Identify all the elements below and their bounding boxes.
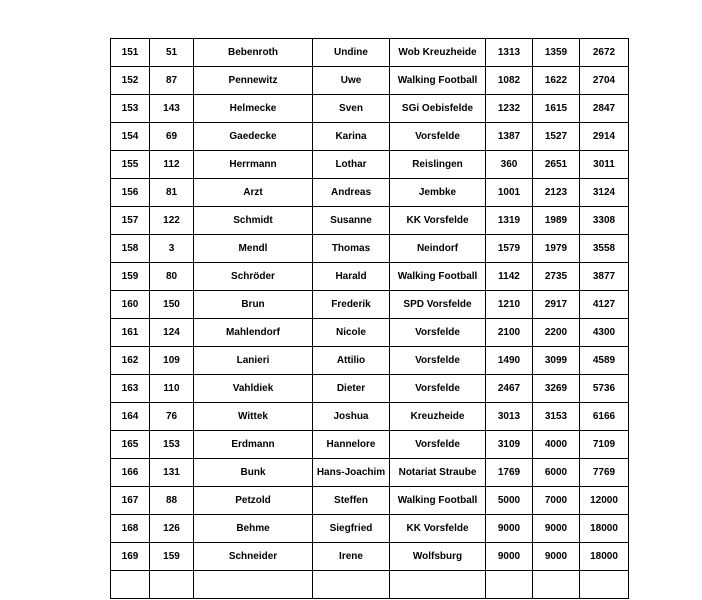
table-row: [111, 543, 629, 571]
club-cell: SPD Vorsfelde: [390, 291, 486, 319]
score-2-cell: 7000: [533, 487, 580, 515]
score-2-cell: 1622: [533, 67, 580, 95]
start-number-cell: 159: [150, 543, 194, 571]
empty-cell: [533, 571, 580, 599]
first-name-cell: Susanne: [313, 207, 390, 235]
table-row: [111, 151, 629, 179]
score-1-cell: 1313: [486, 39, 533, 67]
total-cell: 2914: [580, 123, 629, 151]
table-row: [111, 207, 629, 235]
score-1-cell: 1232: [486, 95, 533, 123]
score-2-cell: 3269: [533, 375, 580, 403]
table-row: [111, 431, 629, 459]
club-cell: Walking Football: [390, 487, 486, 515]
score-1-cell: 1142: [486, 263, 533, 291]
table-row: [111, 347, 629, 375]
score-1-cell: 5000: [486, 487, 533, 515]
surname-cell: Behme: [194, 515, 313, 543]
rank-cell: 164: [111, 403, 150, 431]
empty-row: [111, 571, 629, 599]
rank-cell: 165: [111, 431, 150, 459]
score-1-cell: 9000: [486, 543, 533, 571]
rank-cell: 167: [111, 487, 150, 515]
rank-cell: 159: [111, 263, 150, 291]
table-row: [111, 487, 629, 515]
rank-cell: 152: [111, 67, 150, 95]
first-name-cell: Hans-Joachim: [313, 459, 390, 487]
club-cell: Wob Kreuzheide: [390, 39, 486, 67]
results-table: [110, 38, 629, 599]
first-name-cell: Sven: [313, 95, 390, 123]
score-2-cell: 3153: [533, 403, 580, 431]
first-name-cell: Karina: [313, 123, 390, 151]
total-cell: 3877: [580, 263, 629, 291]
total-cell: 3124: [580, 179, 629, 207]
total-cell: 3308: [580, 207, 629, 235]
table-row: [111, 235, 629, 263]
score-2-cell: 1359: [533, 39, 580, 67]
score-2-cell: 9000: [533, 515, 580, 543]
rank-cell: 151: [111, 39, 150, 67]
start-number-cell: 143: [150, 95, 194, 123]
total-cell: 2704: [580, 67, 629, 95]
first-name-cell: Frederik: [313, 291, 390, 319]
club-cell: Vorsfelde: [390, 123, 486, 151]
club-cell: KK Vorsfelde: [390, 207, 486, 235]
first-name-cell: Joshua: [313, 403, 390, 431]
rank-cell: 166: [111, 459, 150, 487]
club-cell: Vorsfelde: [390, 375, 486, 403]
table-row: [111, 459, 629, 487]
total-cell: 2672: [580, 39, 629, 67]
club-cell: Vorsfelde: [390, 347, 486, 375]
score-2-cell: 4000: [533, 431, 580, 459]
table-row: [111, 263, 629, 291]
start-number-cell: 80: [150, 263, 194, 291]
start-number-cell: 3: [150, 235, 194, 263]
start-number-cell: 112: [150, 151, 194, 179]
total-cell: 5736: [580, 375, 629, 403]
first-name-cell: Thomas: [313, 235, 390, 263]
score-1-cell: 1210: [486, 291, 533, 319]
club-cell: Jembke: [390, 179, 486, 207]
score-1-cell: 1490: [486, 347, 533, 375]
rank-cell: 160: [111, 291, 150, 319]
score-1-cell: 3013: [486, 403, 533, 431]
surname-cell: Wittek: [194, 403, 313, 431]
start-number-cell: 88: [150, 487, 194, 515]
first-name-cell: Attilio: [313, 347, 390, 375]
total-cell: 4300: [580, 319, 629, 347]
rank-cell: 169: [111, 543, 150, 571]
club-cell: Wolfsburg: [390, 543, 486, 571]
first-name-cell: Uwe: [313, 67, 390, 95]
start-number-cell: 150: [150, 291, 194, 319]
score-1-cell: 3109: [486, 431, 533, 459]
score-1-cell: 2100: [486, 319, 533, 347]
empty-cell: [150, 571, 194, 599]
score-2-cell: 2200: [533, 319, 580, 347]
score-1-cell: 1387: [486, 123, 533, 151]
total-cell: 2847: [580, 95, 629, 123]
rank-cell: 163: [111, 375, 150, 403]
total-cell: 7769: [580, 459, 629, 487]
surname-cell: Erdmann: [194, 431, 313, 459]
club-cell: Kreuzheide: [390, 403, 486, 431]
surname-cell: Gaedecke: [194, 123, 313, 151]
club-cell: Reislingen: [390, 151, 486, 179]
surname-cell: Vahldiek: [194, 375, 313, 403]
surname-cell: Brun: [194, 291, 313, 319]
total-cell: 18000: [580, 543, 629, 571]
table-row: [111, 39, 629, 67]
start-number-cell: 126: [150, 515, 194, 543]
table-row: [111, 515, 629, 543]
rank-cell: 156: [111, 179, 150, 207]
start-number-cell: 122: [150, 207, 194, 235]
total-cell: 18000: [580, 515, 629, 543]
club-cell: Walking Football: [390, 67, 486, 95]
first-name-cell: Dieter: [313, 375, 390, 403]
score-2-cell: 3099: [533, 347, 580, 375]
surname-cell: Pennewitz: [194, 67, 313, 95]
rank-cell: 162: [111, 347, 150, 375]
score-1-cell: 9000: [486, 515, 533, 543]
club-cell: KK Vorsfelde: [390, 515, 486, 543]
first-name-cell: Andreas: [313, 179, 390, 207]
club-cell: Walking Football: [390, 263, 486, 291]
club-cell: Vorsfelde: [390, 431, 486, 459]
score-1-cell: 1082: [486, 67, 533, 95]
first-name-cell: Steffen: [313, 487, 390, 515]
start-number-cell: 153: [150, 431, 194, 459]
club-cell: SGi Oebisfelde: [390, 95, 486, 123]
rank-cell: 153: [111, 95, 150, 123]
rank-cell: 161: [111, 319, 150, 347]
start-number-cell: 87: [150, 67, 194, 95]
score-2-cell: 1979: [533, 235, 580, 263]
empty-cell: [390, 571, 486, 599]
first-name-cell: Lothar: [313, 151, 390, 179]
score-2-cell: 1527: [533, 123, 580, 151]
start-number-cell: 69: [150, 123, 194, 151]
score-2-cell: 2735: [533, 263, 580, 291]
rank-cell: 154: [111, 123, 150, 151]
table-row: [111, 403, 629, 431]
total-cell: 12000: [580, 487, 629, 515]
first-name-cell: Siegfried: [313, 515, 390, 543]
score-2-cell: 6000: [533, 459, 580, 487]
surname-cell: Lanieri: [194, 347, 313, 375]
start-number-cell: 124: [150, 319, 194, 347]
table-row: [111, 291, 629, 319]
first-name-cell: Hannelore: [313, 431, 390, 459]
surname-cell: Mahlendorf: [194, 319, 313, 347]
first-name-cell: Undine: [313, 39, 390, 67]
total-cell: 4127: [580, 291, 629, 319]
score-1-cell: 2467: [486, 375, 533, 403]
score-2-cell: 1615: [533, 95, 580, 123]
table-row: [111, 375, 629, 403]
score-2-cell: 9000: [533, 543, 580, 571]
start-number-cell: 76: [150, 403, 194, 431]
empty-cell: [313, 571, 390, 599]
table-row: [111, 95, 629, 123]
empty-cell: [580, 571, 629, 599]
surname-cell: Mendl: [194, 235, 313, 263]
surname-cell: Schneider: [194, 543, 313, 571]
total-cell: 4589: [580, 347, 629, 375]
first-name-cell: Harald: [313, 263, 390, 291]
surname-cell: Helmecke: [194, 95, 313, 123]
surname-cell: Herrmann: [194, 151, 313, 179]
surname-cell: Petzold: [194, 487, 313, 515]
table-body: [111, 39, 629, 599]
total-cell: 3558: [580, 235, 629, 263]
score-1-cell: 1319: [486, 207, 533, 235]
club-cell: Vorsfelde: [390, 319, 486, 347]
total-cell: 7109: [580, 431, 629, 459]
first-name-cell: Nicole: [313, 319, 390, 347]
table-row: [111, 123, 629, 151]
rank-cell: 168: [111, 515, 150, 543]
score-2-cell: 2123: [533, 179, 580, 207]
rank-cell: 157: [111, 207, 150, 235]
club-cell: Notariat Straube: [390, 459, 486, 487]
score-1-cell: 1579: [486, 235, 533, 263]
surname-cell: Schmidt: [194, 207, 313, 235]
score-2-cell: 2917: [533, 291, 580, 319]
surname-cell: Bunk: [194, 459, 313, 487]
start-number-cell: 110: [150, 375, 194, 403]
total-cell: 6166: [580, 403, 629, 431]
score-1-cell: 1769: [486, 459, 533, 487]
first-name-cell: Irene: [313, 543, 390, 571]
rank-cell: 158: [111, 235, 150, 263]
score-2-cell: 1989: [533, 207, 580, 235]
rank-cell: 155: [111, 151, 150, 179]
start-number-cell: 109: [150, 347, 194, 375]
table-row: [111, 179, 629, 207]
table-row: [111, 319, 629, 347]
score-1-cell: 360: [486, 151, 533, 179]
empty-cell: [111, 571, 150, 599]
start-number-cell: 131: [150, 459, 194, 487]
score-1-cell: 1001: [486, 179, 533, 207]
empty-cell: [486, 571, 533, 599]
surname-cell: Bebenroth: [194, 39, 313, 67]
start-number-cell: 81: [150, 179, 194, 207]
surname-cell: Schröder: [194, 263, 313, 291]
total-cell: 3011: [580, 151, 629, 179]
surname-cell: Arzt: [194, 179, 313, 207]
start-number-cell: 51: [150, 39, 194, 67]
score-2-cell: 2651: [533, 151, 580, 179]
table-row: [111, 67, 629, 95]
empty-cell: [194, 571, 313, 599]
club-cell: Neindorf: [390, 235, 486, 263]
